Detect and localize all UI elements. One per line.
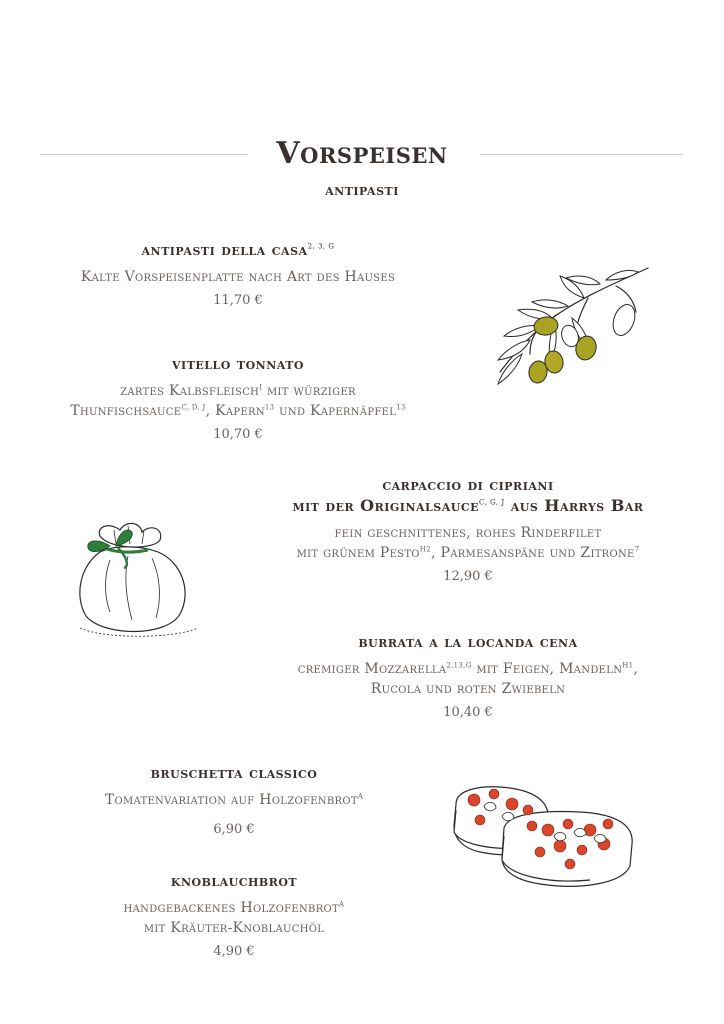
- item-name-line2: mit der Originalsauce$^{C, G, J}$ aus Harrys Bar: [292, 496, 644, 515]
- item-description-line2: Thunfischsauce$^{C, D, J}$, Kapern$^{13}$ und Kapernäpfel$^{13}$: [70, 403, 406, 419]
- item-description-line1: handgebackenes Holzofenbrot$^A$: [123, 900, 345, 916]
- item-description-line1: fein geschnittenes, rohes Rinderfilet: [334, 525, 602, 541]
- item-name: burrata a la locanda cena: [358, 632, 578, 651]
- item-price: 11,70 €: [213, 293, 263, 308]
- menu-item-antipasti-della-casa: [40, 240, 436, 308]
- item-description: Tomatenvariation auf Holzofenbrot$^A$: [104, 792, 364, 808]
- item-description-line1: cremiger Mozzarella$^{2,13,G}$ mit Feigen, Mandeln$^{H1}$,: [297, 661, 639, 677]
- item-description-line1: zartes Kalbsfleisch$^I$ mit würziger: [120, 383, 356, 399]
- allergen-code: 2, 3, G: [307, 242, 335, 251]
- item-name: knoblauchbrot: [170, 871, 298, 890]
- menu-item-vitello-tonnato: [40, 354, 436, 442]
- item-price: 6,90 €: [213, 822, 255, 837]
- item-name: carpaccio di cipriani: [382, 475, 554, 494]
- page-title: Vorspeisen: [276, 136, 448, 171]
- item-description: Kalte Vorspeisenplatte nach Art des Hauses: [80, 269, 396, 285]
- bruschetta-illustration: [450, 780, 640, 904]
- item-price: 10,40 €: [443, 705, 493, 720]
- item-name: antipasti della casa$^{2, 3, G}$: [141, 240, 335, 259]
- item-price: 12,90 €: [443, 569, 493, 584]
- menu-item-carpaccio: [256, 475, 680, 584]
- olive-branch-illustration: [488, 262, 658, 390]
- burrata-illustration: [70, 516, 210, 646]
- menu-item-bruschetta: [40, 763, 428, 837]
- menu-item-knoblauchbrot: [40, 871, 428, 959]
- page-subtitle: antipasti: [325, 180, 399, 199]
- menu-item-burrata: [256, 632, 680, 720]
- item-description-line2: Rucola und roten Zwiebeln: [370, 681, 566, 697]
- item-price: 4,90 €: [213, 944, 255, 959]
- item-description-line2: mit Kräuter-Knoblauchöl: [143, 920, 325, 936]
- item-name: vitello tonnato: [172, 354, 304, 373]
- item-price: 10,70 €: [213, 427, 263, 442]
- item-description-line2: mit grünem Pesto$^{H2}$, Parmesanspäne und Zitrone$^7$: [296, 545, 640, 561]
- item-name: bruschetta classico: [150, 763, 318, 782]
